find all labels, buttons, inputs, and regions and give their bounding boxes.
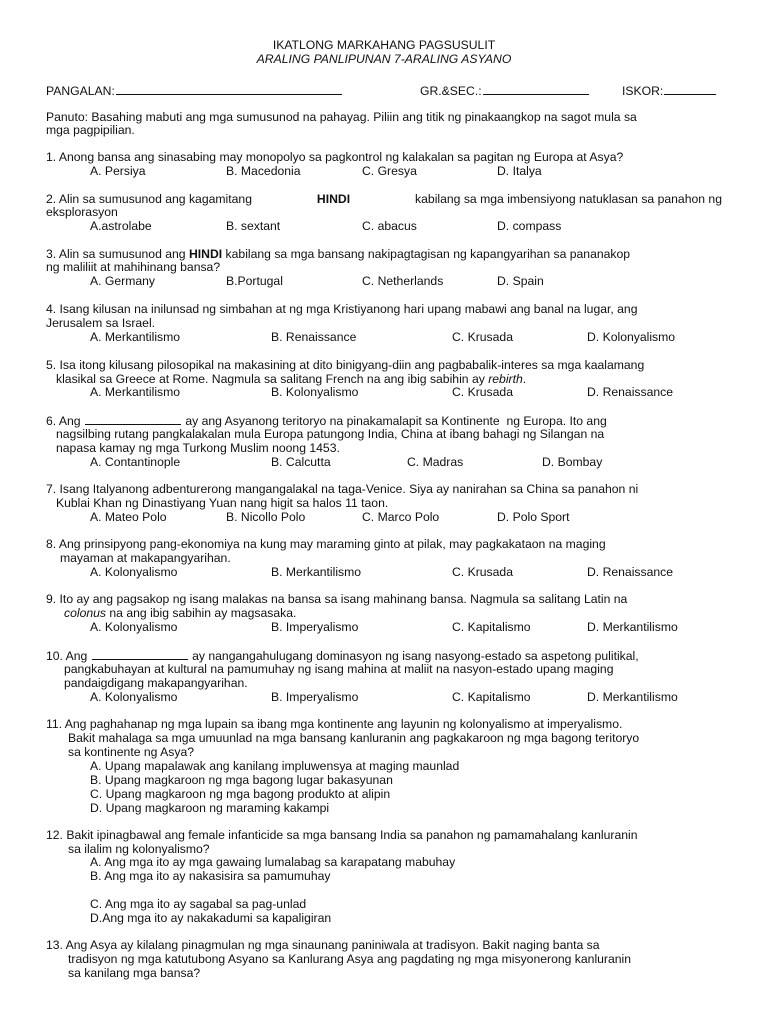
q5-choice-a[interactable]: A. Merkantilismo bbox=[90, 385, 181, 399]
question-6-line-1 bbox=[46, 413, 607, 428]
name-blank[interactable] bbox=[116, 83, 342, 95]
q12-choice-b[interactable]: B. Ang mga ito ay nakasisira sa pamumuhay bbox=[90, 869, 331, 883]
q5-line2-italic: rebirth bbox=[488, 372, 523, 386]
q3-bold: HINDI bbox=[188, 247, 223, 261]
q5-line2-pre: klasikal sa Greece at Rome. Nagmula sa salitang French na ang ibig sabihin ay bbox=[56, 372, 489, 386]
q6-choice-a[interactable]: A. Contantinople bbox=[90, 455, 181, 469]
question-8-line-1: 8. Ang prinsipyong pang-ekonomiya na kung may maraming ginto at pilak, may pagkakataon na maging bbox=[46, 537, 606, 551]
q4-choice-a[interactable]: A. Merkantilismo bbox=[90, 330, 181, 344]
question-1-text: 1. Anong bansa ang sinasabing may monopolyo sa pagkontrol ng kalakalan sa pagitan ng Europa at Asya? bbox=[46, 150, 624, 164]
q2-choice-c[interactable]: C. abacus bbox=[362, 219, 417, 233]
instructions-line-1: Panuto: Basahing mabuti ang mga sumusunod na pahayag. Piliin ang titik ng pinakaangkop na sagot mula sa bbox=[46, 110, 637, 124]
question-4-line-2: Jerusalem sa Israel. bbox=[46, 316, 156, 330]
q2-choice-a[interactable]: A.astrolabe bbox=[90, 219, 152, 233]
q6-choice-c[interactable]: C. Madras bbox=[407, 455, 464, 469]
q1-choice-b[interactable]: B. Macedonia bbox=[226, 164, 301, 178]
question-7-line-1: 7. Isang Italyanong adbenturerong mangangalakal na taga-Venice. Siya ay nanirahan sa China sa panahon ni bbox=[46, 482, 639, 496]
q1-choice-a[interactable]: A. Persiya bbox=[90, 164, 146, 178]
section-label: GR.&SEC.: bbox=[420, 84, 482, 98]
q2-pre: 2. Alin sa sumusunod ang kagamitang bbox=[46, 192, 256, 206]
question-6-line-3: napasa kamay ng mga Turkong Muslim noong 1453. bbox=[56, 441, 340, 455]
q11-choice-d[interactable]: D. Upang magkaroon ng maraming kakampi bbox=[90, 801, 330, 815]
q12-choice-c[interactable]: C. Ang mga ito ay sagabal sa pag-unlad bbox=[90, 897, 307, 911]
question-5-line-1: 5. Isa itong kilusang pilosopikal na makasining at dito binigyang-diin ang pagbabalik-interes sa mga kaalamang bbox=[46, 358, 645, 372]
question-2-line-1 bbox=[46, 192, 722, 206]
q8-choice-b[interactable]: B. Merkantilismo bbox=[271, 565, 362, 579]
exam-title: IKATLONG MARKAHANG PAGSUSULIT bbox=[272, 38, 496, 52]
question-5-line-2 bbox=[56, 372, 526, 386]
question-3-line-1 bbox=[46, 247, 630, 261]
q6-pre: 6. Ang bbox=[46, 414, 84, 428]
q10-answer-blank[interactable] bbox=[92, 648, 188, 660]
q9-choice-a[interactable]: A. Kolonyalismo bbox=[90, 620, 178, 634]
q6-choice-b[interactable]: B. Calcutta bbox=[271, 455, 331, 469]
question-11-line-1: 11. Ang paghahanap ng mga lupain sa ibang mga kontinente ang layunin ng kolonyalismo at imperyalismo. bbox=[46, 717, 623, 731]
q5-choice-c[interactable]: C. Krusada bbox=[452, 385, 513, 399]
score-field[interactable] bbox=[622, 83, 717, 98]
q2-choice-b[interactable]: B. sextant bbox=[226, 219, 281, 233]
question-10-line-1 bbox=[46, 648, 639, 663]
question-12-line-1: 12. Bakit ipinagbawal ang female infanticide sa mga bansang India sa panahon ng pamamahalang kanluranin bbox=[46, 828, 638, 842]
question-6-line-2: nagsilbing rutang pangkalakalan mula Europa patungong India, China at ibang bahagi ng Silangan na bbox=[56, 427, 605, 441]
q11-choice-c[interactable]: C. Upang magkaroon ng mga bagong produkto at alipin bbox=[90, 787, 391, 801]
q7-choice-c[interactable]: C. Marco Polo bbox=[362, 510, 440, 524]
q9-line2-italic: colonus bbox=[64, 606, 107, 620]
question-12-line-2: sa ilalim ng kolonyalismo? bbox=[68, 842, 210, 856]
q6-choice-d[interactable]: D. Bombay bbox=[542, 455, 603, 469]
q7-choice-b[interactable]: B. Nicollo Polo bbox=[226, 510, 306, 524]
q7-choice-a[interactable]: A. Mateo Polo bbox=[90, 510, 167, 524]
q5-line2-post: . bbox=[522, 372, 527, 386]
q3-choice-a[interactable]: A. Germany bbox=[90, 274, 156, 288]
name-label: PANGALAN: bbox=[46, 84, 115, 98]
q10-choice-b[interactable]: B. Imperyalismo bbox=[271, 690, 359, 704]
score-blank[interactable] bbox=[664, 83, 716, 95]
question-2-line-2: eksplorasyon bbox=[46, 205, 118, 219]
q12-choice-a[interactable]: A. Ang mga ito ay mga gawaing lumalabag sa karapatang mabuhay bbox=[90, 855, 456, 869]
q9-choice-d[interactable]: D. Merkantilismo bbox=[587, 620, 678, 634]
q12-choice-d[interactable]: D.Ang mga ito ay nakakadumi sa kapaligiran bbox=[90, 911, 332, 925]
q2-choice-d[interactable]: D. compass bbox=[497, 219, 562, 233]
question-11-line-2: Bakit mahalaga sa mga umuunlad na mga bansang kanluranin ang pagkakaroon ng mga bagong teritoryo bbox=[68, 731, 640, 745]
q9-choice-b[interactable]: B. Imperyalismo bbox=[271, 620, 359, 634]
q10-choice-d[interactable]: D. Merkantilismo bbox=[587, 690, 678, 704]
question-11-line-3: sa kontinente ng Asya? bbox=[68, 745, 195, 759]
q4-choice-d[interactable]: D. Kolonyalismo bbox=[587, 330, 676, 344]
section-blank[interactable] bbox=[483, 83, 589, 95]
section-field[interactable] bbox=[420, 83, 590, 98]
question-8-line-2: mayaman at makapangyarihan. bbox=[60, 551, 231, 565]
question-4-line-1: 4. Isang kilusan na inilunsad ng simbahan at ng mga Kristiyanong hari upang mabawi ang banal na lugar, ang bbox=[46, 302, 638, 316]
q1-choice-d[interactable]: D. Italya bbox=[497, 164, 542, 178]
question-10-line-3: pandaigdigang makapangyarihan. bbox=[64, 676, 248, 690]
q11-choice-b[interactable]: B. Upang magkaroon ng mga bagong lugar bakasyunan bbox=[90, 773, 393, 787]
q8-choice-c[interactable]: C. Krusada bbox=[452, 565, 513, 579]
question-9-line-1: 9. Ito ay ang pagsakop ng isang malakas na bansa sa isang mahinang bansa. Nagmula sa salitang Latin na bbox=[46, 592, 628, 606]
q7-choice-d[interactable]: D. Polo Sport bbox=[497, 510, 570, 524]
q3-choice-b[interactable]: B.Portugal bbox=[226, 274, 283, 288]
q10-choice-c[interactable]: C. Kapitalismo bbox=[452, 690, 531, 704]
q10-choice-a[interactable]: A. Kolonyalismo bbox=[90, 690, 178, 704]
question-7-line-2: Kublai Khan ng Dinastiyang Yuan nang higit sa halos 11 taon. bbox=[56, 496, 389, 510]
score-label: ISKOR: bbox=[622, 84, 664, 98]
q10-post: ay nangangahulugang dominasyon ng isang nasyong-estado sa aspetong pulitikal, bbox=[188, 649, 639, 663]
q6-post: ay ang Asyanong teritoryo na pinakamalapit sa Kontinente ng Europa. Ito ang bbox=[181, 414, 607, 428]
q5-choice-b[interactable]: B. Kolonyalismo bbox=[271, 385, 359, 399]
question-13-line-3: sa kanilang mga bansa? bbox=[68, 966, 201, 980]
q2-bold: HINDI bbox=[316, 192, 351, 206]
question-9-line-2 bbox=[64, 606, 296, 620]
q9-choice-c[interactable]: C. Kapitalismo bbox=[452, 620, 531, 634]
q1-choice-c[interactable]: C. Gresya bbox=[362, 164, 417, 178]
exam-subtitle: ARALING PANLIPUNAN 7-ARALING ASYANO bbox=[256, 52, 512, 66]
q6-answer-blank[interactable] bbox=[85, 413, 181, 425]
question-13-line-1: 13. Ang Asya ay kilalang pinagmulan ng mga sinaunang paniniwala at tradisyon. Bakit naging banta sa bbox=[46, 938, 600, 952]
q3-post: kabilang sa mga bansang nakipagtagisan ng kapangyarihan sa pananakop bbox=[222, 247, 631, 261]
q2-post: kabilang sa mga imbensiyong natuklasan sa panahon ng bbox=[411, 192, 722, 206]
q4-choice-c[interactable]: C. Krusada bbox=[452, 330, 513, 344]
q11-choice-a[interactable]: A. Upang mapalawak ang kanilang impluwensya at maging maunlad bbox=[90, 759, 460, 773]
q3-pre: 3. Alin sa sumusunod ang bbox=[46, 247, 189, 261]
q4-choice-b[interactable]: B. Renaissance bbox=[271, 330, 357, 344]
q5-choice-d[interactable]: D. Renaissance bbox=[587, 385, 674, 399]
q3-choice-d[interactable]: D. Spain bbox=[497, 274, 544, 288]
question-13-line-2: tradisyon ng mga katutubong Asyano sa Kanlurang Asya ang pagdating ng mga misyonerong kanluranin bbox=[68, 952, 632, 966]
instructions-line-2: mga pagpipilian. bbox=[46, 123, 135, 137]
name-field[interactable] bbox=[46, 83, 343, 98]
question-10-line-2: pangkabuhayan at kultural na pamumuhay ng isang mahina at maliit na nasyon-estado upang maging bbox=[64, 662, 614, 676]
q8-choice-d[interactable]: D. Renaissance bbox=[587, 565, 674, 579]
question-3-line-2: ng maliliit at mahihinang bansa? bbox=[46, 260, 221, 274]
q9-line2-post: na ang ibig sabihin ay magsasaka. bbox=[106, 606, 297, 620]
q10-pre: 10. Ang bbox=[46, 649, 91, 663]
q8-choice-a[interactable]: A. Kolonyalismo bbox=[90, 565, 178, 579]
q3-choice-c[interactable]: C. Netherlands bbox=[362, 274, 444, 288]
